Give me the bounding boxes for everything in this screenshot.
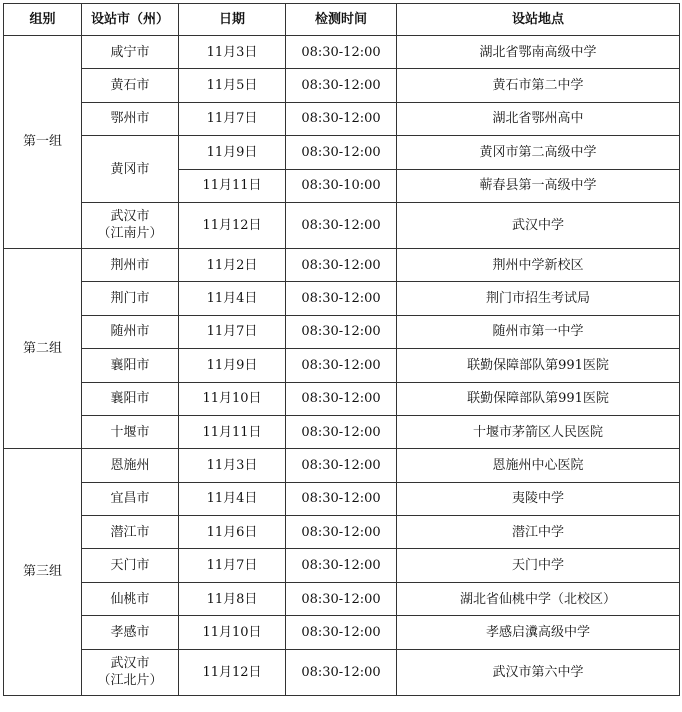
city-name-line: 天门市 [110,558,150,574]
city-cell [82,36,179,69]
city-name-line: 襄阳市 [110,391,150,407]
city-name-line: 孝感市 [110,624,150,640]
table-row [4,616,680,649]
table-row [4,415,680,448]
place-cell: 天门中学 [397,549,680,582]
time-cell: 08:30-10:00 [286,169,397,202]
date-cell: 11月4日 [179,482,286,515]
date-cell: 11月12日 [179,202,286,248]
date-cell: 11月4日 [179,282,286,315]
time-cell: 08:30-12:00 [286,449,397,482]
city-name-line: 随州市 [110,324,150,340]
table-row [4,516,680,549]
table-row [4,315,680,348]
table-row [4,449,680,482]
time-cell: 08:30-12:00 [286,582,397,615]
place-cell: 联勤保障部队第991医院 [397,349,680,382]
table-row [4,482,680,515]
city-cell [82,516,179,549]
time-cell: 08:30-12:00 [286,382,397,415]
table-row [4,102,680,135]
time-cell: 08:30-12:00 [286,282,397,315]
place-cell: 恩施州中心医院 [397,449,680,482]
testing-schedule-table [3,3,680,696]
table-body [4,36,680,696]
date-cell: 11月8日 [179,582,286,615]
date-cell: 11月10日 [179,382,286,415]
city-name-line: 十堰市 [110,424,150,440]
place-cell: 孝感启瀵高级中学 [397,616,680,649]
place-cell: 黄石市第二中学 [397,69,680,102]
city-name-line: （江北片） [97,673,163,689]
city-cell [82,315,179,348]
place-cell: 联勤保障部队第991医院 [397,382,680,415]
city-cell [82,449,179,482]
schedule-table-container [3,3,679,696]
place-cell: 十堰市茅箭区人民医院 [397,415,680,448]
city-cell [82,202,179,248]
date-cell: 11月7日 [179,102,286,135]
place-cell: 湖北省仙桃中学（北校区） [397,582,680,615]
date-cell: 11月9日 [179,349,286,382]
place-cell: 夷陵中学 [397,482,680,515]
time-cell: 08:30-12:00 [286,649,397,695]
city-name-line: 咸宁市 [110,44,150,60]
time-cell: 08:30-12:00 [286,248,397,281]
time-cell: 08:30-12:00 [286,102,397,135]
place-cell: 蕲春县第一高级中学 [397,169,680,202]
place-cell: 黄冈市第二高级中学 [397,136,680,169]
header-time: 检测时间 [286,4,397,36]
city-cell [82,69,179,102]
city-name-line: （江南片） [97,226,163,242]
city-cell [82,282,179,315]
city-cell [82,415,179,448]
city-cell [82,549,179,582]
city-name-line: 仙桃市 [110,591,150,607]
group-name-cell: 第三组 [4,449,82,695]
city-cell [82,248,179,281]
time-cell: 08:30-12:00 [286,616,397,649]
city-cell [82,102,179,135]
time-cell: 08:30-12:00 [286,69,397,102]
date-cell: 11月10日 [179,616,286,649]
table-row [4,36,680,69]
group-name-cell: 第二组 [4,248,82,448]
city-name-line: 武汉市 [110,656,150,672]
place-cell: 武汉中学 [397,202,680,248]
place-cell: 潜江中学 [397,516,680,549]
date-cell: 11月11日 [179,169,286,202]
place-cell: 湖北省鄂州高中 [397,102,680,135]
table-row [4,69,680,102]
city-name-line: 宜昌市 [110,491,150,507]
city-cell [82,616,179,649]
time-cell: 08:30-12:00 [286,349,397,382]
city-name-line: 荆州市 [110,257,150,273]
table-row [4,649,680,695]
time-cell: 08:30-12:00 [286,482,397,515]
place-cell: 荆门市招生考试局 [397,282,680,315]
table-row [4,248,680,281]
table-row [4,549,680,582]
date-cell: 11月2日 [179,248,286,281]
date-cell: 11月12日 [179,649,286,695]
city-name-line: 黄冈市 [110,161,150,177]
city-name-line: 鄂州市 [110,111,150,127]
time-cell: 08:30-12:00 [286,136,397,169]
time-cell: 08:30-12:00 [286,415,397,448]
table-row [4,202,680,248]
place-cell: 武汉市第六中学 [397,649,680,695]
place-cell: 荆州中学新校区 [397,248,680,281]
city-cell [82,649,179,695]
date-cell: 11月11日 [179,415,286,448]
place-cell: 随州市第一中学 [397,315,680,348]
date-cell: 11月5日 [179,69,286,102]
city-cell [82,582,179,615]
city-name-line: 黄石市 [110,78,150,94]
date-cell: 11月7日 [179,315,286,348]
time-cell: 08:30-12:00 [286,315,397,348]
header-place: 设站地点 [397,4,680,36]
city-name-line: 恩施州 [110,457,150,473]
group-name-cell: 第一组 [4,36,82,249]
time-cell: 08:30-12:00 [286,202,397,248]
city-name-line: 荆门市 [110,291,150,307]
city-cell [82,482,179,515]
table-header-row [4,4,680,36]
date-cell: 11月7日 [179,549,286,582]
city-name-line: 武汉市 [110,209,150,225]
table-row [4,136,680,169]
table-row [4,349,680,382]
time-cell: 08:30-12:00 [286,516,397,549]
time-cell: 08:30-12:00 [286,549,397,582]
city-cell [82,382,179,415]
header-city: 设站市（州） [82,4,179,36]
table-row [4,382,680,415]
date-cell: 11月3日 [179,449,286,482]
city-cell [82,349,179,382]
city-name-line: 潜江市 [110,524,150,540]
header-date: 日期 [179,4,286,36]
date-cell: 11月6日 [179,516,286,549]
city-name-line: 襄阳市 [110,357,150,373]
date-cell: 11月3日 [179,36,286,69]
city-cell [82,136,179,203]
table-row [4,282,680,315]
time-cell: 08:30-12:00 [286,36,397,69]
table-row [4,582,680,615]
place-cell: 湖北省鄂南高级中学 [397,36,680,69]
date-cell: 11月9日 [179,136,286,169]
header-group: 组别 [4,4,82,36]
